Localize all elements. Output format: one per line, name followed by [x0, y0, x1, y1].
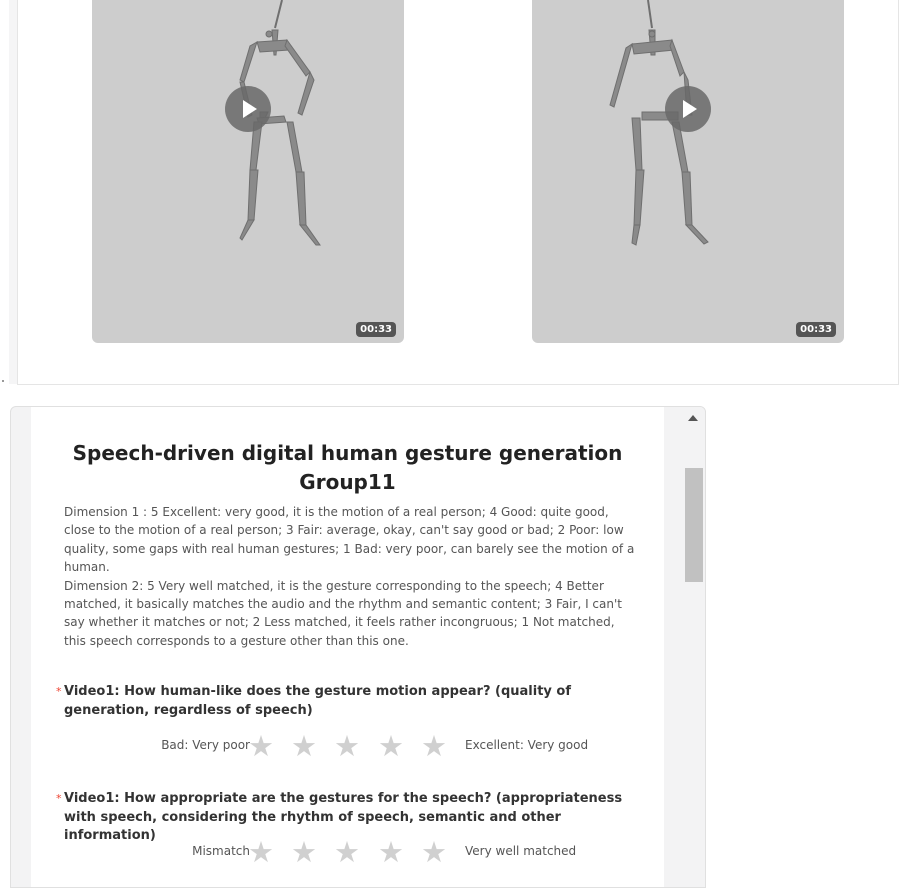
- star-icon[interactable]: ★: [334, 835, 360, 869]
- star-icon[interactable]: ★: [291, 835, 317, 869]
- rating-question-2: [31, 835, 664, 869]
- star-icon[interactable]: ★: [378, 835, 404, 869]
- dimension-2-description: Dimension 2: 5 Very well matched, it is the gesture corresponding to the speech; 4 Better matched, it basically matches the audio and the rhythm and semantic content; 3 Fair, I can't say whether it matches or not; 2 Less matched, it feels rather incongruous; 1 Not matched, this speech corresponds to a gesture other than this one.: [64, 578, 622, 648]
- star-icon[interactable]: ★: [421, 835, 447, 869]
- play-icon[interactable]: [225, 86, 271, 132]
- required-mark: *: [56, 792, 62, 805]
- video-player-2[interactable]: [532, 0, 844, 343]
- question-1-text: Video1: How human-like does the gesture motion appear? (quality of generation, regardless of speech): [64, 684, 571, 718]
- question-1: [56, 683, 634, 720]
- survey-frame: [10, 406, 706, 888]
- star-icon[interactable]: ★: [248, 729, 274, 763]
- skeleton-figure-2: [532, 0, 844, 343]
- video-cell-1: [17, 0, 480, 385]
- question-2-text: Video1: How appropriate are the gestures for the speech? (appropriateness with speech, considering the rhythm of speech, semantic and other information): [64, 791, 623, 843]
- required-mark: *: [56, 685, 62, 698]
- star-icon[interactable]: ★: [334, 729, 360, 763]
- star-icon[interactable]: ★: [248, 835, 274, 869]
- rating-high-label: Excellent: Very good: [465, 738, 589, 752]
- star-icon[interactable]: ★: [291, 729, 317, 763]
- scrollbar-thumb[interactable]: [685, 468, 703, 582]
- survey-title: [31, 439, 664, 497]
- divider-dot: [2, 380, 4, 382]
- survey-description: [64, 503, 639, 650]
- play-icon[interactable]: [665, 86, 711, 132]
- survey-card: [31, 407, 664, 887]
- rating-question-1: [31, 729, 664, 763]
- video-duration-2: 00:33: [796, 322, 836, 337]
- survey-title-line2: Group11: [299, 470, 396, 494]
- rating-low-label: Mismatch: [192, 844, 250, 858]
- rating-high-label: Very well matched: [465, 844, 577, 858]
- video-cell-2: [478, 0, 899, 385]
- skeleton-figure-1: [92, 0, 404, 343]
- video-duration-1: 00:33: [356, 322, 396, 337]
- survey-title-line1: Speech-driven digital human gesture generation: [72, 441, 623, 465]
- rating-low-label: Bad: Very poor: [161, 738, 250, 752]
- dimension-1-description: Dimension 1 : 5 Excellent: very good, it is the motion of a real person; 4 Good: quite good, close to the motion of a real person; 3 Fair: average, okay, can't say good or bad; 2 Poor: low quality, some gaps with real human gestures; 1 Bad: very poor, can barely see the motion of a human.: [64, 505, 635, 575]
- video-player-1[interactable]: [92, 0, 404, 343]
- chevron-up-icon[interactable]: [688, 415, 698, 421]
- star-icon[interactable]: ★: [421, 729, 447, 763]
- star-icon[interactable]: ★: [378, 729, 404, 763]
